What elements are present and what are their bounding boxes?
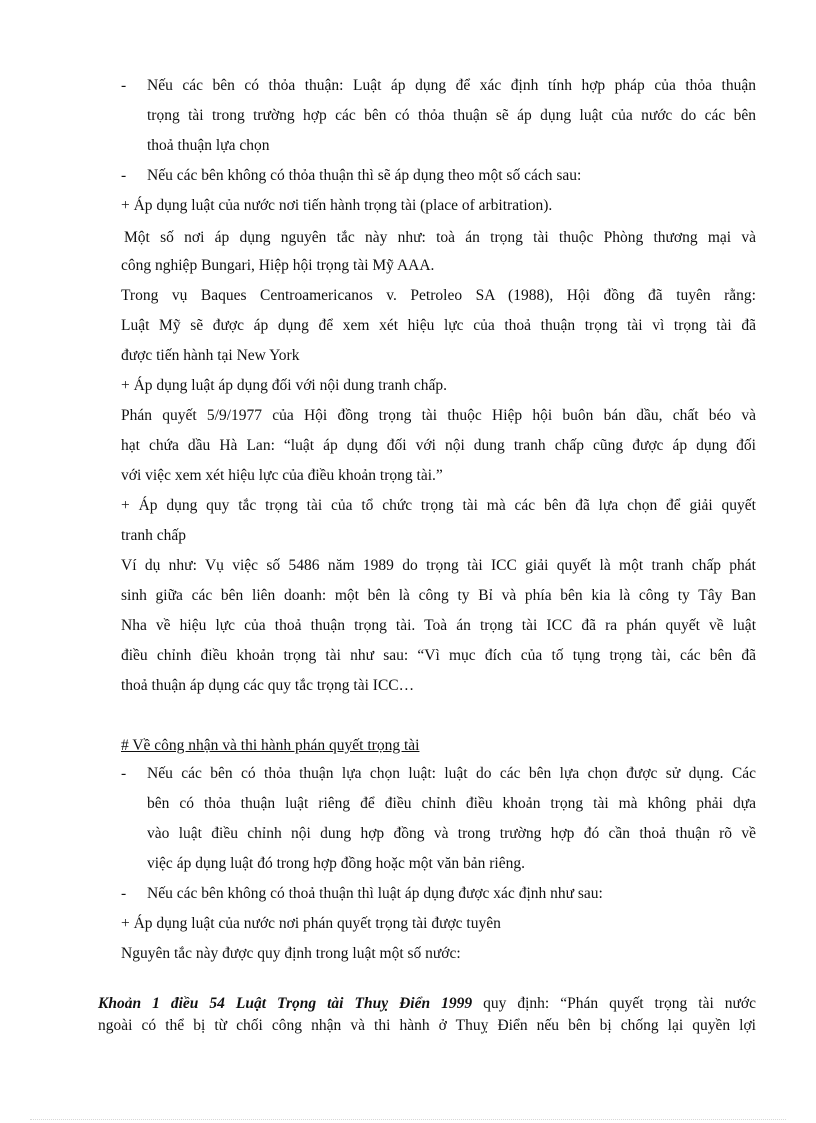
paragraph-line: + Áp dụng luật của nước nơi tiến hành trọng tài (place of arbitration). (121, 197, 553, 214)
paragraph-line: tranh chấp (121, 527, 186, 544)
paragraph-line: Nguyên tắc này được quy định trong luật một số nước: (121, 945, 461, 962)
paragraph-line (98, 994, 756, 1014)
paragraph-line: được tiến hành tại New York (121, 347, 300, 364)
bullet-line: bên có thỏa thuận luật riêng để điều chỉnh điều khoản trọng tài mà không phải dựa (147, 795, 756, 812)
paragraph-line: + Áp dụng quy tắc trọng tài của tổ chức trọng tài mà các bên đã lựa chọn để giải quyết (121, 497, 756, 514)
paragraph-line: ngoài có thể bị từ chối công nhận và thi hành ở Thuỵ Điển nếu bên bị chống lại quyền lợi (98, 1017, 756, 1034)
page-bottom-border (30, 1119, 786, 1120)
paragraph-line: sinh giữa các bên liên doanh: một bên là công ty Bỉ và phía bên kia là công ty Tây Ban (121, 587, 756, 604)
paragraph-line: với việc xem xét hiệu lực của điều khoản trọng tài.” (121, 467, 443, 484)
paragraph-line: + Áp dụng luật của nước nơi phán quyết trọng tài được tuyên (121, 915, 501, 932)
paragraph-text: quy định: “Phán quyết trọng tài nước (472, 995, 757, 1012)
bullet-line: Nếu các bên không có thỏa thuận thì sẽ áp dụng theo một số cách sau: (147, 167, 582, 184)
paragraph-line: điều chỉnh điều khoản trọng tài như sau: “Vì mục đích của tố tụng trọng tài, các bên đã (121, 647, 756, 664)
paragraph-line: công nghiệp Bungari, Hiệp hội trọng tài Mỹ AAA. (121, 257, 435, 274)
section-heading: # Về công nhận và thi hành phán quyết trọng tài (121, 737, 420, 754)
bullet-line: Nếu các bên không có thoả thuận thì luật áp dụng được xác định như sau: (147, 885, 603, 902)
paragraph-line: Một số nơi áp dụng nguyên tắc này như: toà án trọng tài thuộc Phòng thương mại và (124, 229, 756, 246)
bullet-line: trọng tài trong trường hợp các bên có thỏa thuận sẽ áp dụng luật của nước do các bên (147, 107, 756, 124)
bullet-dash: - (121, 77, 127, 94)
bullet-dash: - (121, 765, 127, 782)
bullet-line: vào luật điều chỉnh nội dung hợp đồng và trong trường hợp đó cần thoả thuận rõ về (147, 825, 756, 842)
paragraph-line: hạt chứa dầu Hà Lan: “luật áp dụng đối với nội dung tranh chấp cũng được áp dụng đối (121, 437, 756, 454)
bullet-dash: - (121, 167, 127, 184)
bullet-line: Nếu các bên có thỏa thuận: Luật áp dụng để xác định tính hợp pháp của thỏa thuận (147, 77, 756, 94)
paragraph-line: thoả thuận áp dụng các quy tắc trọng tài ICC… (121, 677, 415, 694)
paragraph-line: Ví dụ như: Vụ việc số 5486 năm 1989 do trọng tài ICC giải quyết là một tranh chấp phát (121, 557, 756, 574)
paragraph-line: + Áp dụng luật áp dụng đối với nội dung tranh chấp. (121, 377, 448, 394)
paragraph-line: Trong vụ Baques Centroamericanos v. Petroleo SA (1988), Hội đồng đã tuyên rằng: (121, 287, 756, 304)
paragraph-line: Luật Mỹ sẽ được áp dụng để xem xét hiệu lực của thoả thuận trọng tài vì trọng tài đã (121, 317, 756, 334)
paragraph-line: Nha về hiệu lực của thoả thuận trọng tài. Toà án trọng tài ICC đã ra phán quyết về luật (121, 617, 756, 634)
law-reference: Khoản 1 điều 54 Luật Trọng tài Thuỵ Điển 1999 (98, 995, 473, 1012)
paragraph-line: Phán quyết 5/9/1977 của Hội đồng trọng tài thuộc Hiệp hội buôn bán dầu, chất béo và (121, 407, 756, 424)
bullet-dash: - (121, 885, 127, 902)
bullet-line: thoả thuận lựa chọn (147, 137, 270, 154)
bullet-line: Nếu các bên có thỏa thuận lựa chọn luật: luật do các bên lựa chọn được sử dụng. Các (147, 765, 756, 782)
bullet-line: việc áp dụng luật đó trong hợp đồng hoặc một văn bản riêng. (147, 855, 525, 872)
